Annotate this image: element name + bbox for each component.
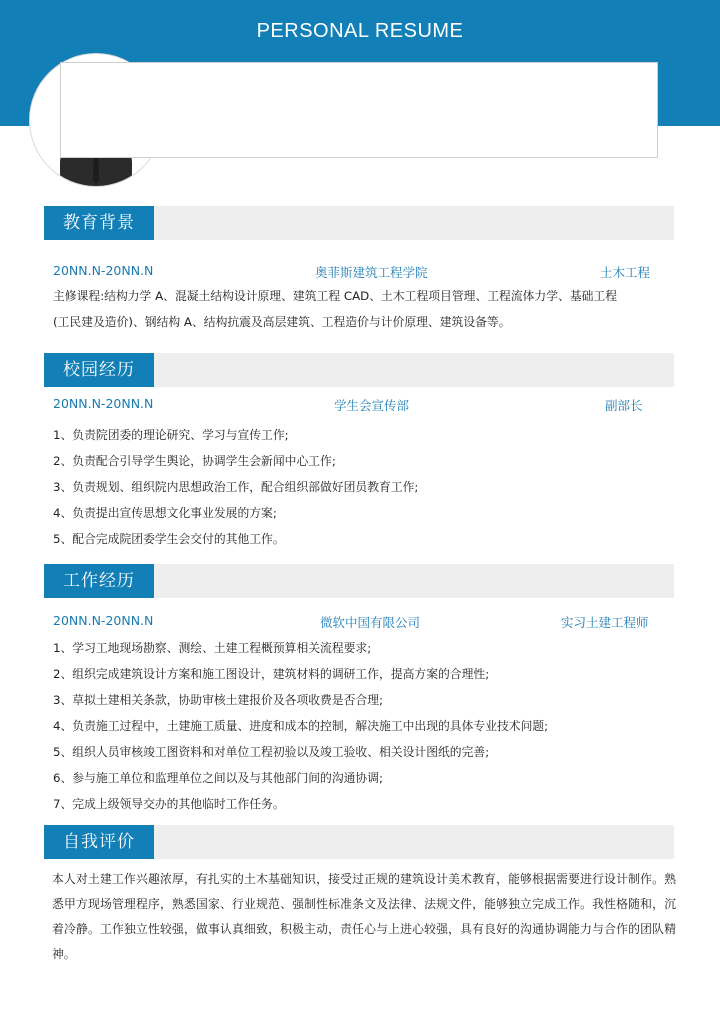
section-title: 工作经历 bbox=[44, 564, 154, 598]
resume-title: PERSONAL RESUME bbox=[256, 20, 464, 42]
list-item: 2、组织完成建筑设计方案和施工图设计，建筑材料的调研工作，提高方案的合理性; bbox=[53, 667, 490, 681]
courses-line-2: (工民建及造价)、钢结构 A、结构抗震及高层建筑、工程造价与计价原理、建筑设备等。 bbox=[53, 315, 511, 329]
list-item: 5、组织人员审核竣工图资料和对单位工程初验以及竣工验收、相关设计图纸的完善; bbox=[53, 745, 490, 759]
role: 副部长 bbox=[605, 398, 643, 413]
campus-meta bbox=[44, 396, 674, 416]
work-meta bbox=[44, 613, 674, 633]
education-meta bbox=[44, 263, 674, 283]
role: 实习土建工程师 bbox=[561, 615, 649, 630]
section-header bbox=[44, 825, 674, 859]
personal-info-box bbox=[60, 62, 658, 158]
list-item: 3、草拟土建相关条款，协助审核土建报价及各项收费是否合理; bbox=[53, 693, 383, 707]
organization: 学生会宣传部 bbox=[334, 398, 410, 413]
section-title: 校园经历 bbox=[44, 353, 154, 387]
section-header bbox=[44, 564, 674, 598]
list-item: 6、参与施工单位和监理单位之间以及与其他部门间的沟通协调; bbox=[53, 771, 383, 785]
campus-list bbox=[53, 422, 674, 552]
list-item: 7、完成上级领导交办的其他临时工作任务。 bbox=[53, 797, 285, 811]
education-section bbox=[44, 206, 674, 335]
company: 微软中国有限公司 bbox=[320, 615, 421, 630]
list-item: 1、负责院团委的理论研究、学习与宣传工作; bbox=[53, 428, 289, 442]
courses-line-1: 主修课程:结构力学 A、混凝土结构设计原理、建筑工程 CAD、土木工程项目管理、工程流体力学、基础工程 bbox=[53, 289, 618, 303]
school: 奥菲斯建筑工程学院 bbox=[315, 265, 428, 280]
self-evaluation-section bbox=[44, 825, 674, 967]
period: 20NN.N-20NN.N bbox=[53, 263, 154, 278]
list-item: 1、学习工地现场勘察、测绘、土建工程概预算相关流程要求; bbox=[53, 641, 372, 655]
section-header bbox=[44, 206, 674, 240]
list-item: 4、负责提出宣传思想文化事业发展的方案; bbox=[53, 506, 277, 520]
major: 土木工程 bbox=[600, 265, 651, 280]
section-title: 自我评价 bbox=[44, 825, 154, 859]
list-item: 3、负责规划、组织院内思想政治工作，配合组织部做好团员教育工作; bbox=[53, 480, 419, 494]
self-evaluation-text: 本人对土建工作兴趣浓厚，有扎实的土木基础知识，接受过正规的建筑设计美术教育，能够根据需要进行设计制作。熟悉甲方现场管理程序，熟悉国家、行业规范、强制性标准条文及法律、法规文件，能够独立完成工作。我性格随和，沉着冷静。工作独立性较强，做事认真细致，积极主动，责任心与上进心较强，具有良好的沟通协调能力与合作的团队精神。 bbox=[52, 872, 676, 961]
work-list bbox=[53, 635, 674, 817]
section-title: 教育背景 bbox=[44, 206, 154, 240]
campus-section bbox=[44, 353, 674, 552]
list-item: 5、配合完成院团委学生会交付的其他工作。 bbox=[53, 532, 285, 546]
list-item: 4、负责施工过程中，土建施工质量、进度和成本的控制，解决施工中出现的具体专业技术问题; bbox=[53, 719, 549, 733]
period: 20NN.N-20NN.N bbox=[53, 613, 154, 628]
list-item: 2、负责配合引导学生舆论，协调学生会新闻中心工作; bbox=[53, 454, 336, 468]
work-section bbox=[44, 564, 674, 817]
period: 20NN.N-20NN.N bbox=[53, 396, 154, 411]
section-header bbox=[44, 353, 674, 387]
